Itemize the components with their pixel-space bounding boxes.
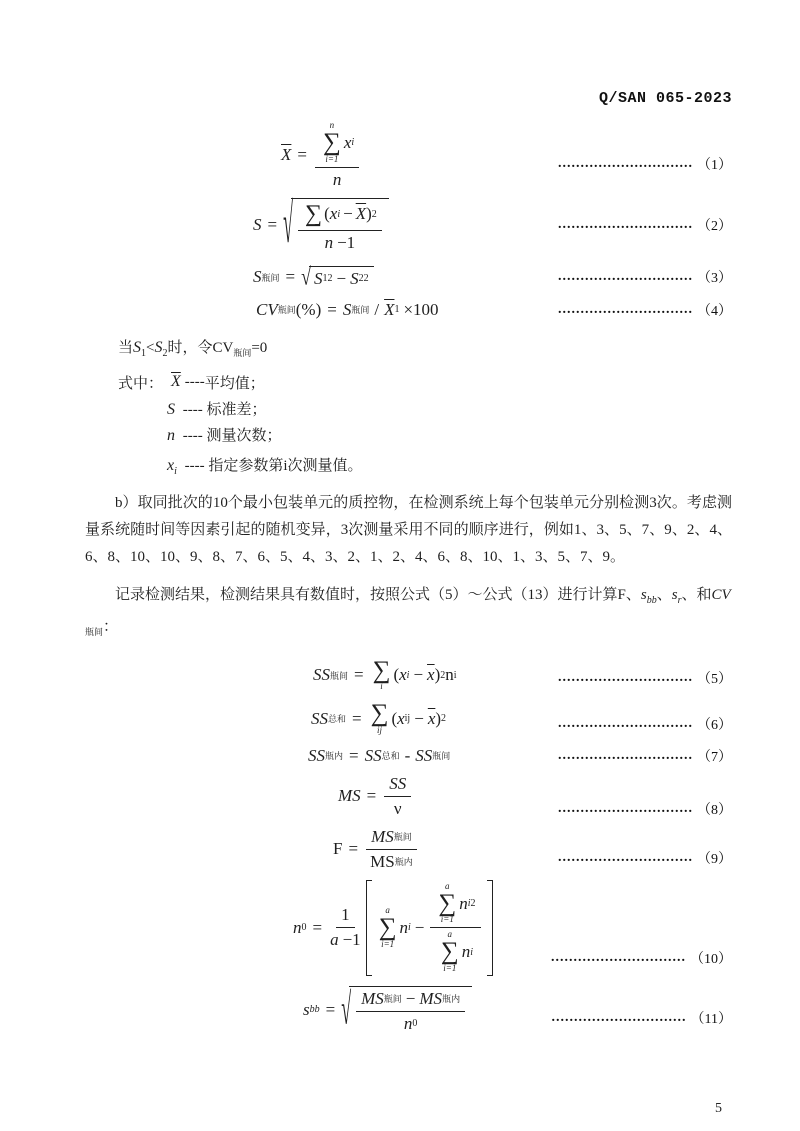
- formula-number: （4）: [697, 303, 732, 319]
- dash: ----: [182, 427, 203, 444]
- math-token: x: [399, 665, 407, 685]
- math-sub: 2: [162, 347, 168, 359]
- formula-10: [293, 880, 493, 976]
- paren: (: [393, 665, 400, 685]
- where-label-line: [118, 372, 732, 393]
- formula-number: （9）: [697, 851, 732, 867]
- equals-sign: =: [325, 999, 336, 1019]
- paragraph-b: b）取同批次的10个最小包装单元的质控物，在检测系统上每个包装单元分别检测3次。考虑测量系统随时间等因素引起的随机变异，3次测量采用不同的顺序进行，例如1、3、5、7、9、2、4、6、8、10、10、9、8、7、6、5、4、3、2、1、2、4、6、8、10、1、3、5、7、9。: [85, 494, 732, 565]
- math-sub: i: [408, 922, 411, 934]
- less-than: <: [146, 339, 155, 356]
- formula-number: （5）: [697, 672, 732, 688]
- paragraph-record: [85, 582, 732, 645]
- text: 当: [118, 339, 134, 356]
- equals-sign: =: [349, 745, 359, 765]
- math-token: MS: [419, 988, 443, 1008]
- cn-sub: 瓶间: [432, 751, 451, 762]
- var-ss: SS: [313, 665, 330, 685]
- math-sup: 2: [470, 898, 476, 910]
- math-token: MS: [370, 851, 395, 871]
- var-ss: SS: [311, 708, 328, 728]
- fraction: [356, 989, 465, 1034]
- formula-8: [338, 774, 413, 819]
- math-sub: bb: [309, 1004, 320, 1016]
- var-xbar-small: $\overline{x}$: [427, 708, 436, 728]
- math-token: n: [324, 232, 334, 252]
- equals-sign: =: [285, 267, 296, 287]
- fraction: [384, 774, 411, 819]
- var-n0: n: [293, 917, 302, 937]
- var-ss: SS: [415, 745, 433, 765]
- formula-number: （1）: [697, 157, 732, 173]
- var-s: S: [253, 267, 262, 287]
- math-token: 1: [341, 905, 350, 925]
- formula-4: [256, 300, 439, 320]
- formula-row-4: [85, 300, 732, 320]
- minus-sign: -: [404, 745, 411, 765]
- equals-sign: =: [352, 708, 362, 728]
- leader-2: [558, 215, 732, 235]
- text: 、和: [681, 586, 712, 603]
- leader-3: [558, 267, 732, 287]
- leader-4: [558, 300, 732, 320]
- cn-sub: 瓶间: [351, 305, 370, 316]
- cn-sub: 总和: [328, 714, 347, 725]
- text: ：: [103, 618, 119, 635]
- fraction: [366, 827, 417, 872]
- math-sub: r: [677, 594, 682, 606]
- cn-sub: 瓶内: [325, 751, 344, 762]
- math-token: MS: [371, 826, 394, 846]
- math-sup: 2: [327, 273, 333, 285]
- cn-sub: 瓶间: [383, 994, 402, 1005]
- left-bracket: [366, 880, 372, 976]
- formula-7: [308, 746, 450, 766]
- page-number: 5: [715, 1101, 722, 1116]
- where-desc: 标准差；: [206, 401, 267, 418]
- dots-leader: ..............................: [558, 670, 693, 686]
- cn-sub: 瓶内: [394, 857, 413, 868]
- math-token: SS: [389, 773, 407, 793]
- equals-sign: =: [354, 665, 364, 685]
- var-x: x: [167, 456, 175, 474]
- formula-5: [313, 656, 457, 693]
- minus-sign: −: [414, 708, 424, 728]
- formula-row-9: [85, 827, 732, 872]
- text: 、: [656, 586, 672, 603]
- math-token: S: [350, 268, 359, 288]
- equals-sign: =: [366, 786, 377, 806]
- cn-sub: 瓶间: [233, 347, 252, 358]
- math-sub: i: [453, 669, 457, 681]
- leader-1: [558, 154, 732, 190]
- math-sub: 0: [412, 1018, 418, 1030]
- math-token: n: [332, 169, 342, 189]
- dots-leader: ..............................: [558, 800, 693, 816]
- math-sub: ij: [404, 713, 411, 725]
- math-token: S: [342, 299, 352, 319]
- square-root: [341, 986, 472, 1034]
- sum-symbol: a ∑ i=1: [438, 880, 457, 925]
- minus-sign: −: [343, 204, 353, 224]
- paren: ): [366, 204, 372, 224]
- text: 记录检测结果，检测结果具有数值时，按照公式（5）～公式（13）进行计算F、: [115, 586, 641, 603]
- formula-2: [253, 192, 389, 255]
- math-token: x: [329, 204, 338, 224]
- formula-number: （7）: [697, 749, 732, 765]
- math-token: (%): [295, 299, 322, 319]
- minus-sign: −: [413, 665, 424, 685]
- square-root: [283, 192, 389, 255]
- paren: ): [434, 665, 441, 685]
- dots-leader: ..............................: [558, 217, 693, 233]
- sum-symbol: a ∑ i=1: [378, 905, 397, 949]
- text: 时，令CV: [167, 339, 234, 356]
- dots-leader: ..............................: [551, 1009, 687, 1025]
- paren: (: [324, 204, 330, 224]
- dots-leader: ..............................: [558, 269, 693, 285]
- formula-6: [311, 702, 446, 736]
- sqrt-radical: √: [341, 984, 352, 1034]
- bracket-group: [366, 880, 493, 976]
- math-sub: i: [406, 669, 410, 681]
- dots-leader: ..............................: [558, 301, 693, 317]
- var-s: S: [253, 215, 262, 235]
- where-item: [167, 398, 732, 419]
- math-token: −1: [342, 930, 361, 950]
- paren: ): [435, 708, 442, 728]
- formula-row-5: [85, 656, 732, 693]
- var-n: n: [167, 426, 175, 444]
- math-sub: i: [174, 465, 177, 477]
- formula-row-2: [85, 192, 732, 255]
- fraction: [430, 882, 480, 974]
- var-xbar: $\overline{X}$: [384, 299, 395, 319]
- sum-symbol: ∑ i: [372, 656, 391, 692]
- math-sub: 1: [141, 347, 147, 359]
- math-sup: 2: [440, 669, 446, 681]
- sum-symbol: n ∑ i=1: [322, 120, 341, 164]
- formula-number: （2）: [697, 219, 732, 235]
- math-sup: 2: [441, 713, 447, 725]
- math-sup: 2: [363, 273, 369, 285]
- formula-row-3: [85, 263, 732, 291]
- formula-3: [253, 263, 374, 291]
- math-sub: i: [467, 898, 471, 910]
- leader-9: [558, 848, 732, 872]
- minus-sign: −: [414, 917, 425, 937]
- formula-1: [281, 121, 361, 190]
- paren: (: [391, 708, 398, 728]
- divide-sign: /: [374, 299, 380, 319]
- formula-row-6: [85, 702, 732, 736]
- math-token: n: [399, 917, 409, 937]
- where-desc: 指定参数第i次测量值。: [208, 457, 363, 474]
- var-xbar-small: $\overline{x}$: [427, 665, 435, 685]
- var-sr: s: [671, 586, 678, 603]
- math-token: −1: [337, 232, 356, 252]
- math-token: S: [314, 268, 323, 288]
- formula-number: （8）: [697, 802, 732, 818]
- math-sub: bb: [646, 594, 657, 606]
- formula-row-11: [85, 986, 732, 1034]
- equals-sign: =: [267, 215, 278, 235]
- formula-row-8: [85, 774, 732, 819]
- formula-row-10: [85, 880, 732, 976]
- var-s: S: [154, 338, 163, 356]
- math-sub: i: [470, 946, 473, 958]
- math-token: n: [403, 1013, 413, 1033]
- math-sub: 0: [301, 922, 307, 934]
- formula-row-1: [85, 121, 732, 190]
- var-cv: CV: [711, 586, 731, 603]
- var-xbar: $\overline{X}$: [355, 204, 367, 224]
- leader-7: [558, 746, 732, 766]
- var-xbar: $\overline{X}$: [171, 373, 181, 391]
- condition-line: [118, 336, 732, 359]
- minus-sign: −: [336, 268, 347, 288]
- where-item: [167, 424, 732, 445]
- cn-sub: 瓶间: [277, 305, 296, 316]
- cn-sub: 总和: [381, 751, 400, 762]
- dash: ----: [184, 457, 205, 474]
- var-f: F: [333, 839, 343, 859]
- equals-sign: =: [327, 299, 337, 319]
- formula-11: [303, 986, 472, 1034]
- sum-symbol: ∑: [304, 200, 323, 227]
- dots-leader: ..............................: [558, 715, 693, 731]
- dots-leader: ..............................: [558, 155, 693, 171]
- var-ms: MS: [338, 786, 361, 806]
- where-item: [167, 454, 732, 477]
- leader-11: [552, 1008, 732, 1034]
- var-s: S: [167, 400, 175, 418]
- square-root: [301, 263, 373, 291]
- math-sub: i: [351, 137, 355, 149]
- fraction: [315, 121, 359, 190]
- math-token: ×100: [403, 299, 439, 319]
- math-token: a: [330, 930, 339, 950]
- math-sub: i: [337, 208, 341, 220]
- var-xbar: $\overline{X}$: [281, 145, 292, 165]
- cn-sub: 瓶间: [330, 670, 349, 681]
- minus-sign: −: [405, 988, 416, 1008]
- equals-sign: =: [348, 839, 359, 859]
- math-token: n: [459, 893, 468, 913]
- math-token: n: [445, 665, 454, 685]
- sum-symbol: ∑ ij: [370, 700, 389, 735]
- dash: ----: [182, 401, 203, 418]
- where-desc: 测量次数；: [206, 427, 282, 444]
- leader-6: [558, 714, 732, 736]
- doc-number: Q/SAN 065-2023: [598, 90, 732, 107]
- formula-number: （11）: [690, 1011, 732, 1027]
- math-sup: 2: [371, 208, 377, 220]
- dots-leader: ..............................: [551, 949, 686, 965]
- math-token: x: [343, 132, 352, 152]
- formula-row-7: [85, 746, 732, 766]
- where-label: 式中：: [118, 375, 164, 392]
- sqrt-radical: √: [283, 192, 293, 255]
- var-sbb: s: [640, 586, 647, 603]
- var-s: S: [133, 338, 142, 356]
- leader-8: [558, 799, 732, 819]
- sqrt-radical: √: [301, 263, 311, 291]
- var-ss: SS: [308, 745, 325, 765]
- dash: ----: [184, 373, 205, 390]
- math-sub: 1: [322, 273, 328, 285]
- math-token: MS: [361, 988, 384, 1008]
- nu-symbol: ν: [393, 798, 402, 818]
- equals-sign: =: [297, 145, 307, 165]
- math-sub: 2: [358, 273, 364, 285]
- dots-leader: ..............................: [558, 747, 693, 763]
- formula-number: （10）: [690, 951, 732, 967]
- cn-sub: 瓶间: [85, 626, 104, 637]
- fraction: [298, 201, 382, 253]
- equals-sign: =: [312, 917, 323, 937]
- text: =0: [251, 339, 268, 356]
- formula-number: （6）: [697, 717, 732, 733]
- where-desc: 平均值；: [204, 375, 265, 392]
- cn-sub: 瓶内: [442, 994, 461, 1005]
- sum-symbol: a ∑ i=1: [440, 929, 459, 973]
- math-token: n: [461, 942, 471, 962]
- math-token: x: [397, 708, 405, 728]
- leader-5: [558, 668, 732, 692]
- right-bracket: [487, 880, 493, 976]
- math-sub: 1: [394, 304, 400, 316]
- dots-leader: ..............................: [558, 849, 693, 865]
- leader-10: [551, 948, 732, 976]
- cn-sub: 瓶间: [393, 832, 412, 843]
- var-sbb: s: [303, 999, 310, 1019]
- var-ss: SS: [364, 745, 382, 765]
- fraction: [330, 905, 361, 950]
- formula-number: （3）: [697, 271, 732, 287]
- var-cv: CV: [256, 299, 278, 319]
- formula-9: [333, 827, 419, 872]
- cn-sub: 瓶间: [261, 272, 280, 283]
